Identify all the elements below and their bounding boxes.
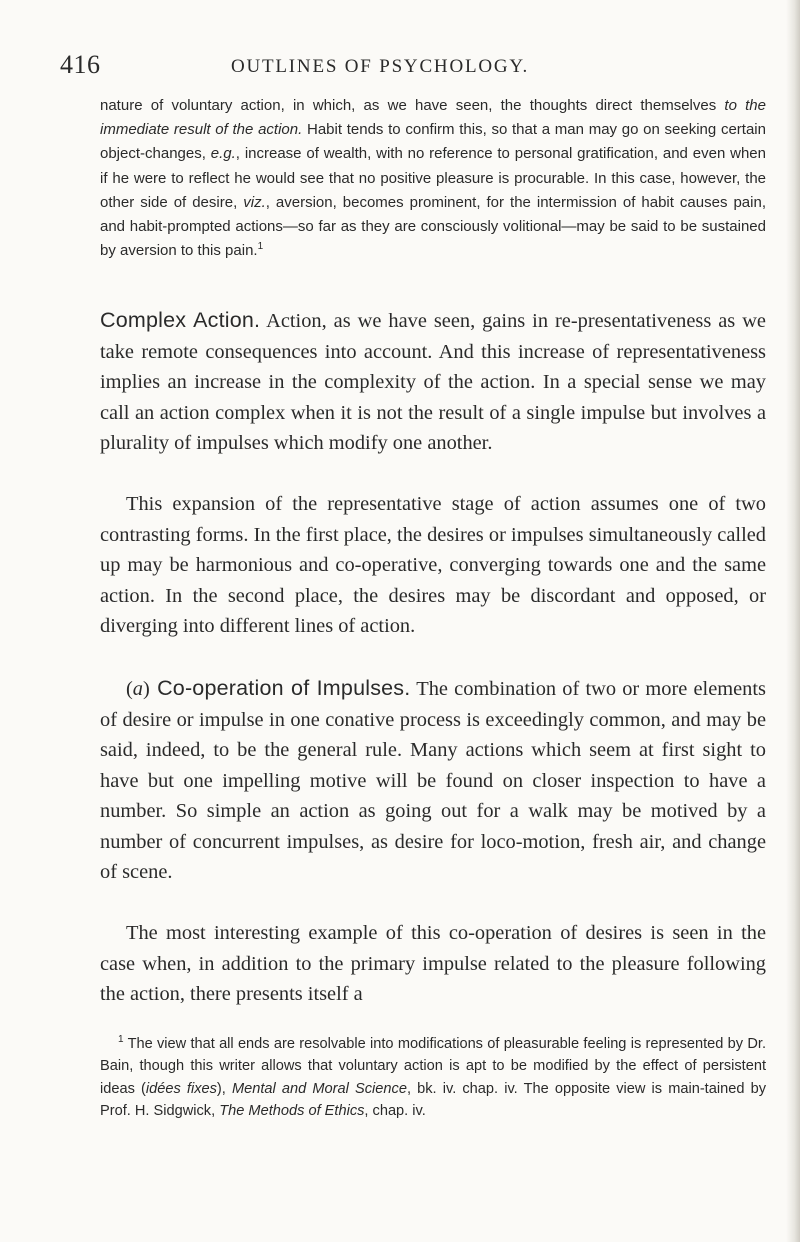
running-head: OUTLINES OF PSYCHOLOGY. [230,56,530,77]
page-number: 416 [60,50,101,79]
paragraph-expansion: This expansion of the representative stage of action assumes one of two contrasting forms. In the first place, the desires or impulses simultaneously called up may be harmonious and co-operative, converging towards one and the same action. In the second place, the desires may be discordant and opposed, or diverging into different lines of action. [100,493,766,638]
paragraph-continuation: nature of voluntary action, in which, as we have seen, the thoughts direct themselves to the immediate result of the action. Habit tends to confirm this, so that a man may go on seeking certain object-changes, e.g., increase of wealth, with no reference to personal gratification, and even when if he were to reflect he would see that no positive pleasure is procurable. In this case, however, the other side of desire, viz., aversion, becomes prominent, for the intermission of habit causes pain, and habit-prompted actions—so far as they are consciously volitional—may be said to be sustained by aversion to this pain.$^1$ [100,97,766,260]
page-edge [786,0,800,1242]
footnote-mark: 1 [118,1034,124,1046]
section-heading-complex-action: Complex Action. [100,308,261,332]
footnote-reference: 1 [257,241,264,253]
paragraph-co-operation: (a) Co-operation of Impulses. The combination of two or more elements of desire or impulse in one conative process is exceedingly common, and may be said, indeed, to be the general rule. Many actions which seem at first sight to have but one impelling motive will be found on closer inspection to have a number. So simple an action as going out for a walk may be motived by a number of concurrent impulses, as desire for loco-motion, fresh air, and change of scene. [100,676,766,884]
footnote: $^1$ The view that all ends are resolvable into modifications of pleasurable feeling is represented by Dr. Bain, though this writer allows that voluntary action is apt to be modified by the effect of persistent ideas (idées fixes), Mental and Moral Science, bk. iv. chap. iv. The opposite view is main-tained by Prof. H. Sidgwick, The Methods of Ethics, chap. iv. [100,1034,766,1120]
section-heading-co-operation: Co-operation of Impulses. [149,676,411,700]
paragraph-example: The most interesting example of this co-operation of desires is seen in the case when, in addition to the primary impulse related to the pleasure following the action, there presents itself a [100,922,766,1006]
paragraph-complex-action: Complex Action. Action, as we have seen, gains in re-presentativeness as we take remote consequences into account. And this increase of representativeness implies an increase in the complexity of the action. In a special sense we may call an action complex when it is not the result of a single impulse but involves a plurality of impulses which modify one another. [100,308,766,455]
page-header [60,50,760,82]
